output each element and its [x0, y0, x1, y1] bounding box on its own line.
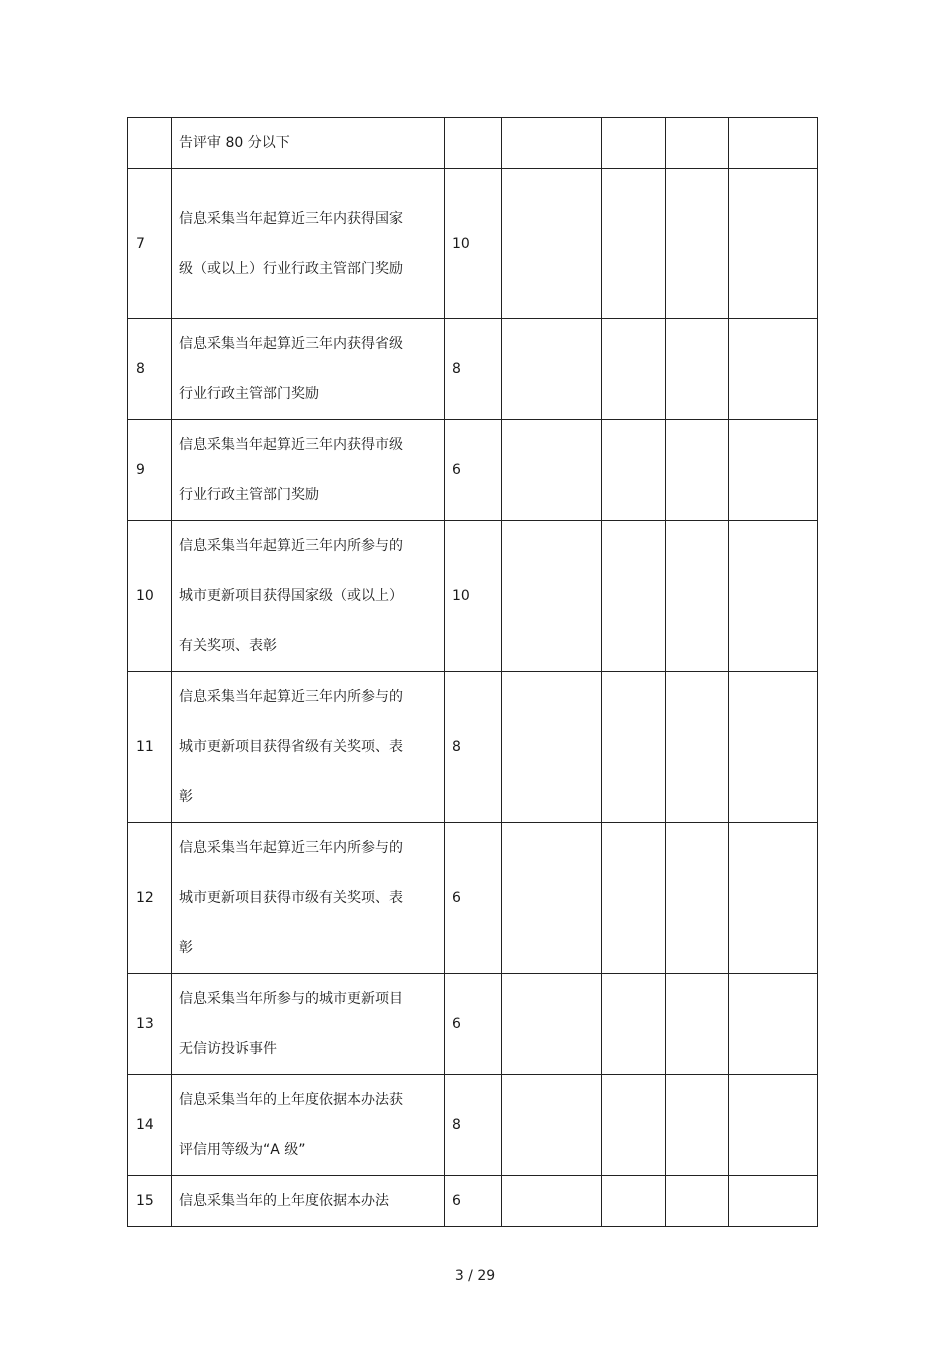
empty-cell: [602, 420, 666, 521]
table-row: [128, 1176, 818, 1227]
table-row: [128, 319, 818, 420]
table-row: [128, 823, 818, 974]
empty-cell: [502, 1075, 602, 1176]
criteria-description-cell: [172, 1075, 445, 1176]
criteria-description-cell: [172, 420, 445, 521]
empty-cell: [502, 672, 602, 823]
score-cell: 6: [445, 420, 502, 521]
row-number-cell: 11: [128, 672, 172, 823]
empty-cell: [502, 169, 602, 319]
empty-cell: [729, 169, 818, 319]
empty-cell: [502, 319, 602, 420]
row-number-cell: 12: [128, 823, 172, 974]
evaluation-table: [127, 117, 818, 1227]
empty-cell: [729, 974, 818, 1075]
row-number-cell: [128, 118, 172, 169]
empty-cell: [502, 823, 602, 974]
criteria-description: 信息采集当年起算近三年内获得国家级（或以上）行业行政主管部门奖励: [179, 210, 403, 277]
table-row: [128, 169, 818, 319]
empty-cell: [666, 169, 729, 319]
row-number-cell: 14: [128, 1075, 172, 1176]
empty-cell: [666, 974, 729, 1075]
criteria-description: 信息采集当年起算近三年内获得省级行业行政主管部门奖励: [179, 336, 403, 402]
table-row: [128, 672, 818, 823]
score-cell: 8: [445, 672, 502, 823]
empty-cell: [666, 672, 729, 823]
empty-cell: [666, 1176, 729, 1227]
empty-cell: [602, 118, 666, 169]
score-cell: 8: [445, 1075, 502, 1176]
criteria-description: 信息采集当年的上年度依据本办法获评信用等级为“A 级”: [179, 1092, 403, 1158]
empty-cell: [729, 521, 818, 672]
empty-cell: [666, 319, 729, 420]
empty-cell: [602, 169, 666, 319]
score-cell: 10: [445, 169, 502, 319]
empty-cell: [729, 1075, 818, 1176]
criteria-description: 信息采集当年起算近三年内所参与的城市更新项目获得市级有关奖项、表彰: [179, 840, 403, 956]
criteria-description: 信息采集当年起算近三年内所参与的城市更新项目获得省级有关奖项、表彰: [179, 689, 403, 805]
row-number-cell: 13: [128, 974, 172, 1075]
empty-cell: [502, 420, 602, 521]
empty-cell: [602, 521, 666, 672]
empty-cell: [666, 420, 729, 521]
empty-cell: [602, 974, 666, 1075]
empty-cell: [729, 118, 818, 169]
empty-cell: [666, 1075, 729, 1176]
criteria-description-cell: [172, 118, 445, 169]
row-number-cell: 8: [128, 319, 172, 420]
score-cell: 8: [445, 319, 502, 420]
criteria-description-cell: [172, 319, 445, 420]
criteria-description: 告评审 80 分以下: [179, 135, 290, 151]
criteria-description: 信息采集当年的上年度依据本办法: [179, 1193, 389, 1209]
empty-cell: [729, 672, 818, 823]
table-row: [128, 420, 818, 521]
score-cell: 10: [445, 521, 502, 672]
criteria-description-cell: [172, 169, 445, 319]
empty-cell: [602, 1075, 666, 1176]
score-cell: 6: [445, 823, 502, 974]
empty-cell: [729, 823, 818, 974]
empty-cell: [502, 521, 602, 672]
score-cell: 6: [445, 974, 502, 1075]
table-row: [128, 118, 818, 169]
score-cell: 6: [445, 1176, 502, 1227]
row-number-cell: 15: [128, 1176, 172, 1227]
empty-cell: [602, 1176, 666, 1227]
empty-cell: [729, 1176, 818, 1227]
criteria-description-cell: [172, 672, 445, 823]
empty-cell: [502, 118, 602, 169]
criteria-description-cell: [172, 521, 445, 672]
row-number-cell: 9: [128, 420, 172, 521]
empty-cell: [502, 1176, 602, 1227]
criteria-description: 信息采集当年所参与的城市更新项目无信访投诉事件: [179, 991, 403, 1057]
page-number: 3 / 29: [454, 1268, 496, 1284]
row-number-cell: 10: [128, 521, 172, 672]
empty-cell: [666, 823, 729, 974]
empty-cell: [666, 118, 729, 169]
criteria-description: 信息采集当年起算近三年内获得市级行业行政主管部门奖励: [179, 437, 403, 503]
empty-cell: [602, 823, 666, 974]
empty-cell: [502, 974, 602, 1075]
criteria-description-cell: [172, 1176, 445, 1227]
empty-cell: [729, 420, 818, 521]
table-row: [128, 1075, 818, 1176]
table-row: [128, 974, 818, 1075]
criteria-description: 信息采集当年起算近三年内所参与的城市更新项目获得国家级（或以上）有关奖项、表彰: [179, 538, 403, 654]
empty-cell: [602, 319, 666, 420]
table-row: [128, 521, 818, 672]
score-cell: [445, 118, 502, 169]
criteria-description-cell: [172, 974, 445, 1075]
empty-cell: [729, 319, 818, 420]
criteria-description-cell: [172, 823, 445, 974]
empty-cell: [666, 521, 729, 672]
row-number-cell: 7: [128, 169, 172, 319]
empty-cell: [602, 672, 666, 823]
